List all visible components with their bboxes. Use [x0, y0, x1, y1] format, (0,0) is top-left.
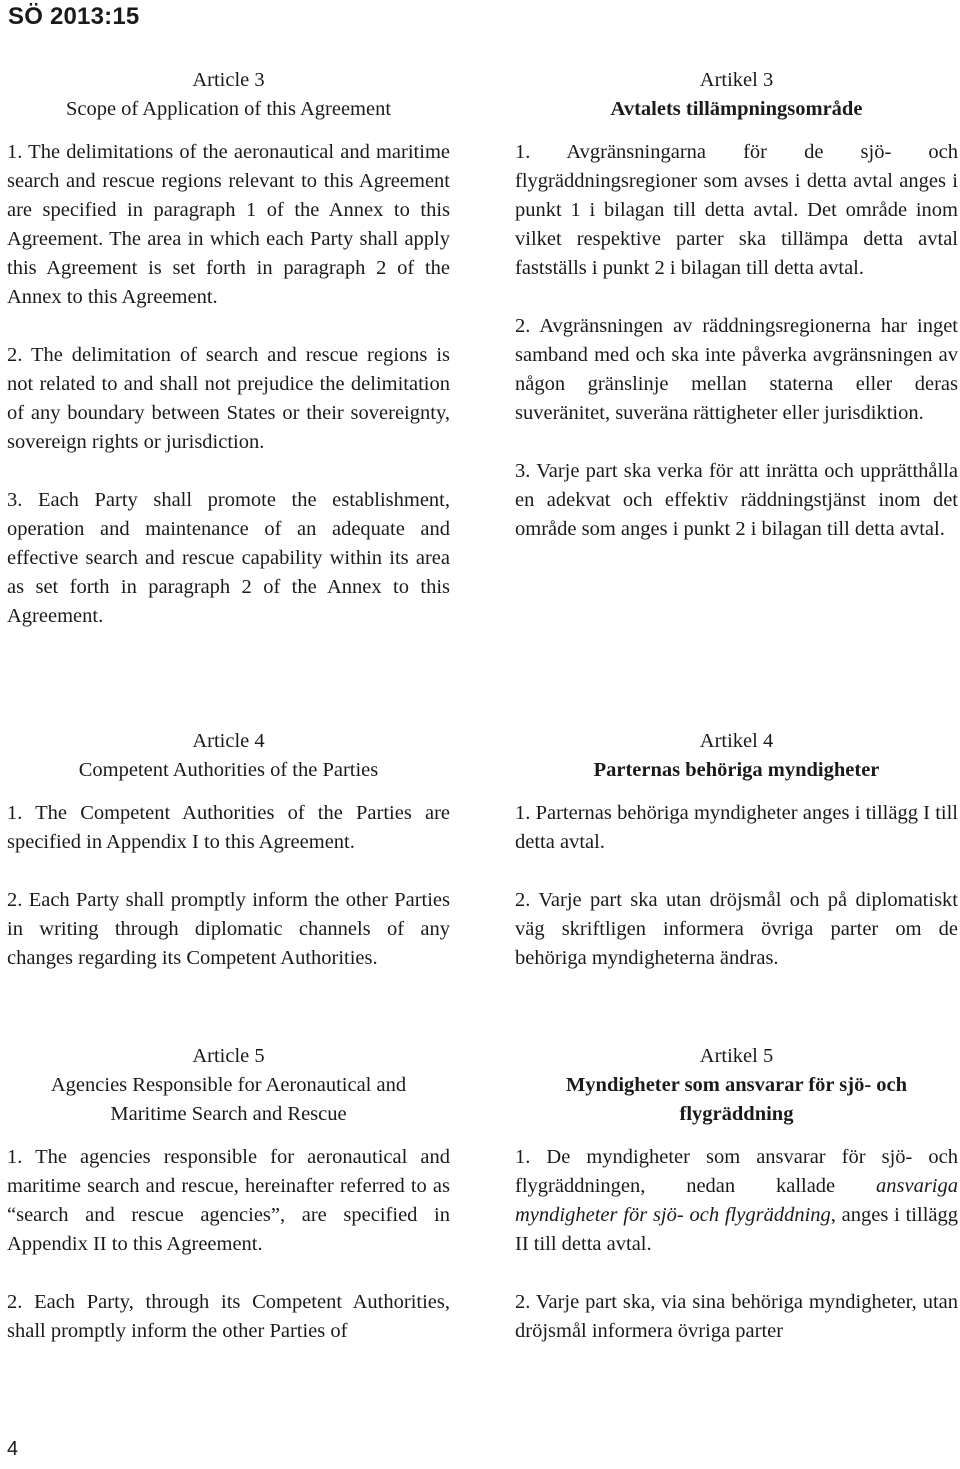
article-number: Artikel 4 — [699, 730, 774, 752]
paragraph: 2. Varje part ska utan dröjsmål och på diplomatiskt väg skriftligen informera övriga parter om de behöriga myndigheterna ändras. — [515, 889, 958, 969]
article-title: Avtalets tillämpningsområde — [610, 98, 863, 120]
article-title: Scope of Application of this Agreement — [65, 98, 392, 120]
article-4-swedish — [515, 727, 958, 973]
article-number: Article 4 — [192, 730, 265, 752]
defined-term: ansvariga myndigheter för sjö- och flygräddning — [515, 1175, 958, 1226]
paragraph: 1. Avgränsningarna för de sjö- och flygräddningsregioner som avses i detta avtal anges i punkt 1 i bilagan till detta avtal. Det område inom vilket respektive parter ska tillämpa detta avtal fastställs i punkt 2 i bilagan till detta avtal. — [515, 141, 958, 279]
article-title-line-2: flygräddning — [679, 1103, 794, 1125]
paragraph: 1. Parternas behöriga myndigheter anges i tillägg I till detta avtal. — [515, 802, 958, 853]
article-title: Competent Authorities of the Parties — [78, 759, 379, 781]
article-title-line-2: Maritime Search and Rescue — [110, 1103, 347, 1125]
article-title-line-1: Agencies Responsible for Aeronautical and — [50, 1074, 407, 1096]
paragraph: 2. Varje part ska, via sina behöriga myndigheter, utan dröjsmål informera övriga parter — [515, 1291, 958, 1342]
article-number: Article 3 — [192, 69, 265, 91]
article-4-english — [7, 727, 450, 973]
paragraph: 1. The Competent Authorities of the Parties are specified in Appendix I to this Agreement. — [7, 802, 450, 853]
paragraph: 2. Each Party, through its Competent Authorities, shall promptly inform the other Parties of — [7, 1291, 450, 1342]
paragraph: 1. The agencies responsible for aeronautical and maritime search and rescue, hereinafter referred to as “search and rescue agencies”, are specified in Appendix II to this Agreement. — [7, 1146, 450, 1255]
paragraph — [515, 1143, 958, 1259]
article-number: Artikel 5 — [699, 1045, 774, 1067]
paragraph-text: 1. De myndigheter som ansvarar för sjö- och flygräddningen, nedan kallade — [515, 1146, 958, 1197]
article-title: Parternas behöriga myndigheter — [593, 759, 880, 781]
article-title-line-1: Myndigheter som ansvarar för sjö- och — [565, 1074, 908, 1096]
paragraph: 2. The delimitation of search and rescue regions is not related to and shall not prejudice the delimitation of any boundary between States or their sovereignty, sovereign rights or jurisdiction. — [7, 344, 450, 453]
article-5-english — [7, 1042, 450, 1346]
page-number: 4 — [7, 1438, 19, 1460]
article-number: Article 5 — [192, 1045, 265, 1067]
article-5-swedish — [515, 1042, 958, 1346]
article-3-swedish — [515, 66, 958, 544]
article-3-english — [7, 66, 450, 631]
paragraph: 3. Varje part ska verka för att inrätta och upprätthålla en adekvat och effektiv räddningstjänst inom det område som anges i punkt 2 i bilagan till detta avtal. — [515, 460, 958, 540]
paragraph: 3. Each Party shall promote the establishment, operation and maintenance of an adequate and effective search and rescue capability within its area as set forth in paragraph 2 of the Annex to this Agreement. — [7, 489, 450, 627]
paragraph-text: , anges i tillägg II till detta avtal. — [515, 1204, 958, 1255]
paragraph: 2. Avgränsningen av räddningsregionerna har inget samband med och ska inte påverka avgränsningen av någon gränslinje mellan staterna eller deras suveränitet, suveräna rättigheter eller jurisdiktion. — [515, 315, 958, 424]
document-reference: SÖ 2013:15 — [8, 3, 140, 30]
paragraph: 2. Each Party shall promptly inform the other Parties in writing through diplomatic channels of any changes regarding its Competent Authorities. — [7, 889, 450, 969]
article-number: Artikel 3 — [699, 69, 774, 91]
paragraph: 1. The delimitations of the aeronautical and maritime search and rescue regions relevant to this Agreement are specified in paragraph 1 of the Annex to this Agreement. The area in which each Party shall apply this Agreement is set forth in paragraph 2 of the Annex to this Agreement. — [7, 141, 450, 308]
